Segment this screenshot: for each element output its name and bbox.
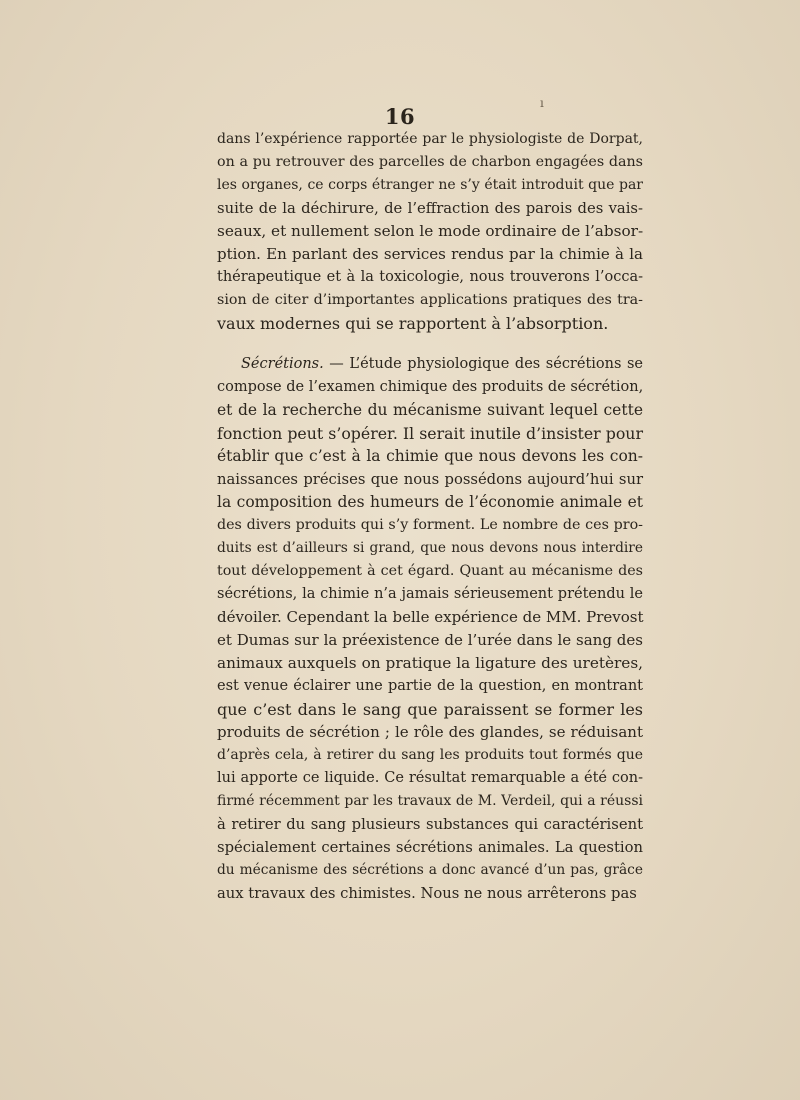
ink-speck: ı xyxy=(540,96,544,110)
text-line: des divers produits qui s’y forment. Le nombre de ces pro- xyxy=(217,517,643,533)
text-line: sion de citer d’importantes applications pratiques des tra- xyxy=(217,292,643,308)
text-line-first xyxy=(217,353,643,376)
text-line: suite de la déchirure, de l’effraction des parois des vais- xyxy=(217,200,643,217)
text-line: ption. En parlant des services rendus par la chimie à la xyxy=(217,245,643,263)
body-text xyxy=(217,128,643,905)
text-line: sécrétions, la chimie n’a jamais sérieusement prétendu le xyxy=(217,586,643,602)
text-line: d’après cela, à retirer du sang les produits tout formés que xyxy=(217,747,643,763)
paragraph-secretions xyxy=(217,353,643,905)
text-line: à retirer du sang plusieurs substances qui caractérisent xyxy=(217,816,643,833)
text-line: thérapeutique et à la toxicologie, nous trouverons l’occa- xyxy=(217,269,643,285)
text-line: est venue éclairer une partie de la question, en montrant xyxy=(217,678,643,694)
text-line: dévoiler. Cependant la belle expérience de MM. Prevost xyxy=(217,608,644,626)
text-line: la composition des humeurs de l’économie animale et xyxy=(217,493,643,511)
page-number: 16 xyxy=(384,104,416,129)
paragraph-spacer xyxy=(217,335,643,353)
text-line: spécialement certaines sécrétions animales. La question xyxy=(217,839,643,856)
text-line: seaux, et nullement selon le mode ordinaire de l’absor- xyxy=(217,222,644,240)
text-line: naissances précises que nous possédons aujourd’hui sur xyxy=(217,471,643,488)
text-line: duits est d’ailleurs si grand, que nous devons nous interdire xyxy=(217,540,643,556)
text-line: lui apporte ce liquide. Ce résultat remarquable a été con- xyxy=(217,770,643,786)
section-heading: Sécrétions. xyxy=(241,356,324,372)
text-line: les organes, ce corps étranger ne s’y était introduit que par xyxy=(217,177,643,193)
text-line: animaux auxquels on pratique la ligature des uretères, xyxy=(217,654,643,672)
text-line: que c’est dans le sang que paraissent se former les xyxy=(217,700,643,719)
first-line-text: — L’étude physiologique des sécrétions se xyxy=(323,356,643,372)
text-line: et Dumas sur la préexistence de l’urée dans le sang des xyxy=(217,631,643,649)
text-line: du mécanisme des sécrétions a donc avancé d’un pas, grâce xyxy=(217,862,643,878)
text-line: on a pu retrouver des parcelles de charbon engagées dans xyxy=(217,154,643,170)
text-line: dans l’expérience rapportée par le physiologiste de Dorpat, xyxy=(217,131,643,147)
text-line: produits de sécrétion ; le rôle des glandes, se réduisant xyxy=(217,723,643,741)
text-line: fonction peut s’opérer. Il serait inutile d’insister pour xyxy=(217,424,643,443)
text-line: compose de l’examen chimique des produits de sécrétion, xyxy=(217,379,644,395)
text-line: vaux modernes qui se rapportent à l’absorption. xyxy=(217,314,609,333)
paragraph-absorption xyxy=(217,128,643,335)
text-line: firmé récemment par les travaux de M. Verdeil, qui a réussi xyxy=(217,793,643,809)
text-line: établir que c’est à la chimie que nous devons les con- xyxy=(217,447,643,465)
text-line: aux travaux des chimistes. Nous ne nous arrêterons pas xyxy=(217,885,637,902)
text-line: et de la recherche du mécanisme suivant lequel cette xyxy=(217,401,643,419)
text-line: tout développement à cet égard. Quant au mécanisme des xyxy=(217,563,643,579)
